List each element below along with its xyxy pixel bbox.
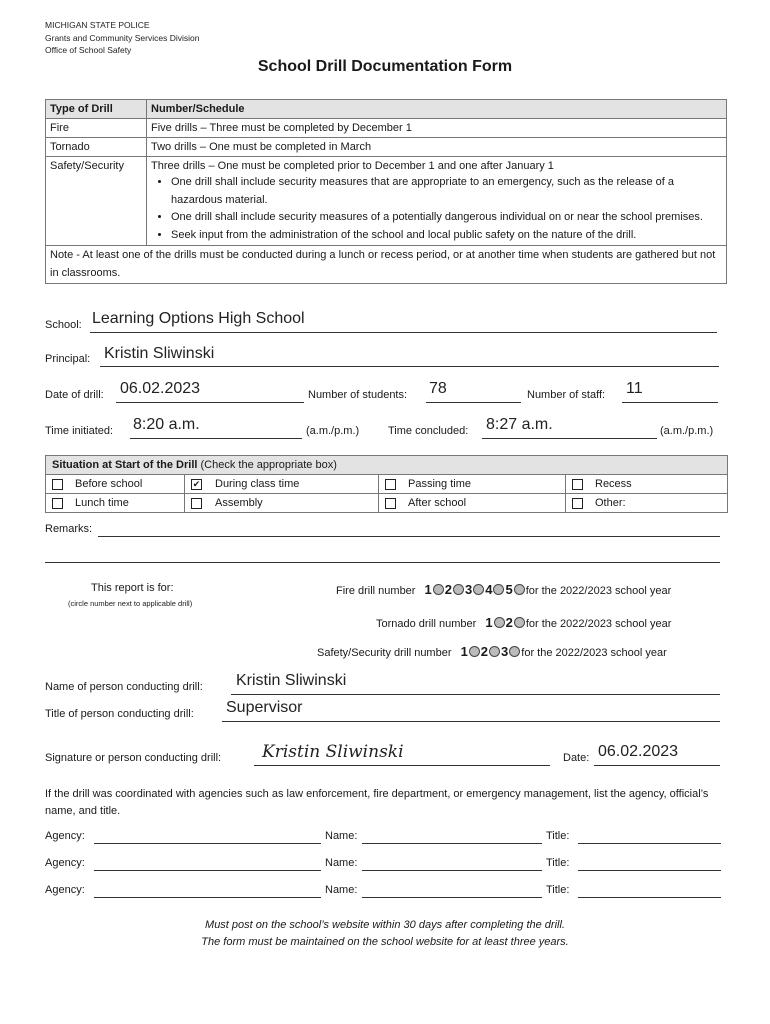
assembly-checkbox[interactable]: [191, 498, 202, 509]
staff-field[interactable]: 11: [626, 380, 643, 397]
tornado-drill-label: Tornado drill number: [376, 618, 477, 630]
agency-name-label: Name:: [325, 830, 358, 842]
signature-date-field[interactable]: 06.02.2023: [598, 743, 679, 760]
other-checkbox[interactable]: [572, 498, 583, 509]
drill-type-cell: Fire: [46, 119, 147, 138]
header-line-3: Office of School Safety: [45, 45, 132, 55]
safety-bullet-list: [151, 174, 722, 244]
lunch-time-label: Lunch time: [75, 497, 129, 509]
school-year-text: for the 2022/2023 school year: [521, 647, 667, 659]
agency-intro: If the drill was coordinated with agencies such as law enforcement, fire department, or emergency management, list the agency, official’s name, and title.: [45, 788, 709, 817]
students-field[interactable]: 78: [429, 380, 447, 397]
principal-label: Principal:: [45, 353, 91, 365]
drill-number[interactable]: 1: [460, 644, 468, 659]
drill-requirements-table: [45, 99, 727, 284]
drill-type-cell: Tornado: [46, 138, 147, 157]
agency-name-input[interactable]: [362, 843, 542, 844]
tornado-drill-numbers[interactable]: [485, 615, 525, 630]
column-divider: [378, 494, 379, 512]
ampm-label-2: (a.m./p.m.): [660, 425, 714, 437]
list-item: • One drill shall include security measures that are appropriate to an emergency, such as the release of a hazardous material.: [171, 174, 722, 209]
safety-drill-numbers[interactable]: [461, 644, 522, 659]
remarks-field[interactable]: [98, 536, 720, 537]
passing-time-label: Passing time: [408, 478, 471, 490]
table-row: [46, 138, 727, 157]
fire-drill-row: [336, 582, 726, 597]
conductor-title-line: [222, 721, 720, 722]
school-field[interactable]: Learning Options High School: [92, 310, 305, 327]
drill-number[interactable]: 1: [424, 582, 432, 597]
conductor-title-field[interactable]: Supervisor: [226, 699, 303, 716]
after-school-label: After school: [408, 497, 467, 509]
drill-schedule-text: Three drills – One must be completed prior to December 1 and one after January 1: [151, 160, 554, 172]
safety-drill-label: Safety/Security drill number: [317, 647, 452, 659]
situation-note: (Check the appropriate box): [200, 459, 337, 471]
circle-icon: [489, 646, 500, 657]
agency-label: Agency:: [45, 857, 85, 869]
footer-line-1: Must post on the school’s website within 30 days after completing the drill.: [205, 919, 565, 931]
col-header-type: Type of Drill: [46, 100, 147, 119]
lunch-time-checkbox[interactable]: [52, 498, 63, 509]
column-divider: [565, 494, 566, 512]
during-class-time-checkbox[interactable]: [191, 479, 202, 490]
signature-field[interactable]: Kristin Sliwinski: [262, 742, 404, 762]
drill-schedule-cell: Two drills – One must be completed in March: [147, 138, 727, 157]
agency-input[interactable]: [94, 897, 321, 898]
agency-name-input[interactable]: [362, 870, 542, 871]
agency-title-label: Title:: [546, 857, 570, 869]
situation-row-1: [46, 475, 727, 494]
situation-header: [46, 456, 727, 475]
column-divider: [378, 475, 379, 493]
agency-name-label: Name:: [325, 857, 358, 869]
school-year-text: for the 2022/2023 school year: [525, 618, 672, 630]
drill-number[interactable]: 2: [480, 644, 489, 659]
page-title: School Drill Documentation Form: [257, 58, 513, 75]
conductor-name-label: Name of person conducting drill:: [45, 681, 203, 693]
fire-drill-label: Fire drill number: [336, 585, 416, 597]
column-divider: [184, 475, 185, 493]
circle-icon: [433, 584, 444, 595]
table-row: [46, 119, 727, 138]
circle-icon: [469, 646, 480, 657]
agency-input[interactable]: [94, 870, 321, 871]
drill-note: Note - At least one of the drills must be conducted during a lunch or recess period, or at another time when students are gathered but not in classrooms.: [46, 246, 727, 284]
remarks-field-line-2[interactable]: [45, 562, 720, 563]
header-line-2: Grants and Community Services Division: [45, 32, 200, 43]
tornado-drill-row: [376, 615, 726, 630]
passing-time-checkbox[interactable]: [385, 479, 396, 490]
footer-note: [0, 917, 770, 951]
agency-name-input[interactable]: [362, 897, 542, 898]
drill-number[interactable]: 3: [465, 582, 473, 597]
conductor-name-field[interactable]: Kristin Sliwinski: [236, 672, 347, 689]
signature-date-label: Date:: [563, 752, 590, 764]
school-year-text: for the 2022/2023 school year: [525, 585, 672, 597]
recess-checkbox[interactable]: [572, 479, 583, 490]
staff-label: Number of staff:: [527, 389, 606, 401]
circle-icon: [494, 617, 505, 628]
recess-label: Recess: [595, 478, 632, 490]
other-label: Other:: [595, 497, 626, 509]
during-class-time-label: During class time: [215, 478, 300, 490]
time-concluded-field[interactable]: 8:27 a.m.: [486, 416, 553, 433]
after-school-checkbox[interactable]: [385, 498, 396, 509]
before-school-checkbox[interactable]: [52, 479, 63, 490]
signature-date-line: [594, 765, 720, 766]
agency-input[interactable]: [94, 843, 321, 844]
agency-label: Agency:: [45, 884, 85, 896]
agency-title-input[interactable]: [578, 870, 721, 871]
header-line-1: MICHIGAN STATE POLICE: [45, 20, 150, 30]
circle-icon: [473, 584, 484, 595]
principal-field[interactable]: Kristin Sliwinski: [104, 345, 215, 362]
drill-schedule-cell: [147, 157, 727, 246]
situation-title: Situation at Start of the Drill: [52, 459, 198, 471]
date-label: Date of drill:: [45, 389, 104, 401]
students-label: Number of students:: [308, 389, 408, 401]
ampm-label-1: (a.m./p.m.): [306, 425, 360, 437]
agency-title-label: Title:: [546, 884, 570, 896]
fire-drill-numbers[interactable]: [425, 582, 526, 597]
drill-type-cell: Safety/Security: [46, 157, 147, 246]
drill-number[interactable]: 3: [501, 644, 509, 659]
drill-number[interactable]: 1: [485, 615, 493, 630]
circle-icon: [509, 646, 520, 657]
date-line: [116, 402, 304, 403]
drill-number[interactable]: 2: [505, 615, 513, 630]
staff-line: [622, 402, 718, 403]
situation-row-2: [46, 494, 727, 512]
signature-line: [254, 765, 550, 766]
time-concluded-label: Time concluded:: [388, 425, 469, 437]
time-initiated-line: [130, 438, 302, 439]
time-initiated-label: Time initiated:: [45, 425, 114, 437]
report-note: (circle number next to applicable drill): [68, 599, 193, 608]
drill-number[interactable]: 4: [485, 582, 493, 597]
report-label: This report is for:: [91, 582, 174, 594]
circle-icon: [493, 584, 504, 595]
checkmark-icon: ✔: [192, 479, 201, 489]
column-divider: [184, 494, 185, 512]
table-note-row: [46, 246, 727, 284]
time-initiated-field[interactable]: 8:20 a.m.: [133, 416, 200, 433]
circle-icon: [514, 617, 525, 628]
students-line: [426, 402, 521, 403]
footer-line-2: The form must be maintained on the school website for at least three years.: [201, 936, 569, 948]
time-concluded-line: [482, 438, 657, 439]
school-line: [90, 332, 717, 333]
drill-number[interactable]: 5: [505, 582, 513, 597]
assembly-label: Assembly: [215, 497, 263, 509]
safety-drill-row: [317, 644, 727, 659]
table-header-row: [46, 100, 727, 119]
col-header-schedule: Number/Schedule: [147, 100, 727, 119]
drill-number[interactable]: 2: [444, 582, 452, 597]
school-label: School:: [45, 319, 82, 331]
agency-title-input[interactable]: [578, 897, 721, 898]
list-item: • Seek input from the administration of the school and local public safety on the nature of the drill.: [171, 227, 722, 245]
agency-header: [45, 19, 199, 57]
column-divider: [565, 475, 566, 493]
agency-name-label: Name:: [325, 884, 358, 896]
agency-title-input[interactable]: [578, 843, 721, 844]
table-row: [46, 157, 727, 246]
remarks-label: Remarks:: [45, 523, 93, 535]
agency-title-label: Title:: [546, 830, 570, 842]
list-item: • One drill shall include security measures of a potentially dangerous individual on or near the school premises.: [171, 209, 722, 227]
agency-label: Agency:: [45, 830, 85, 842]
principal-line: [100, 366, 719, 367]
circle-icon: [514, 584, 525, 595]
circle-icon: [453, 584, 464, 595]
conductor-title-label: Title of person conducting drill:: [45, 708, 194, 720]
signature-label: Signature or person conducting drill:: [45, 752, 222, 764]
before-school-label: Before school: [75, 478, 143, 490]
conductor-name-line: [231, 694, 720, 695]
date-field[interactable]: 06.02.2023: [120, 380, 201, 397]
situation-table: [45, 455, 728, 513]
drill-schedule-cell: Five drills – Three must be completed by December 1: [147, 119, 727, 138]
